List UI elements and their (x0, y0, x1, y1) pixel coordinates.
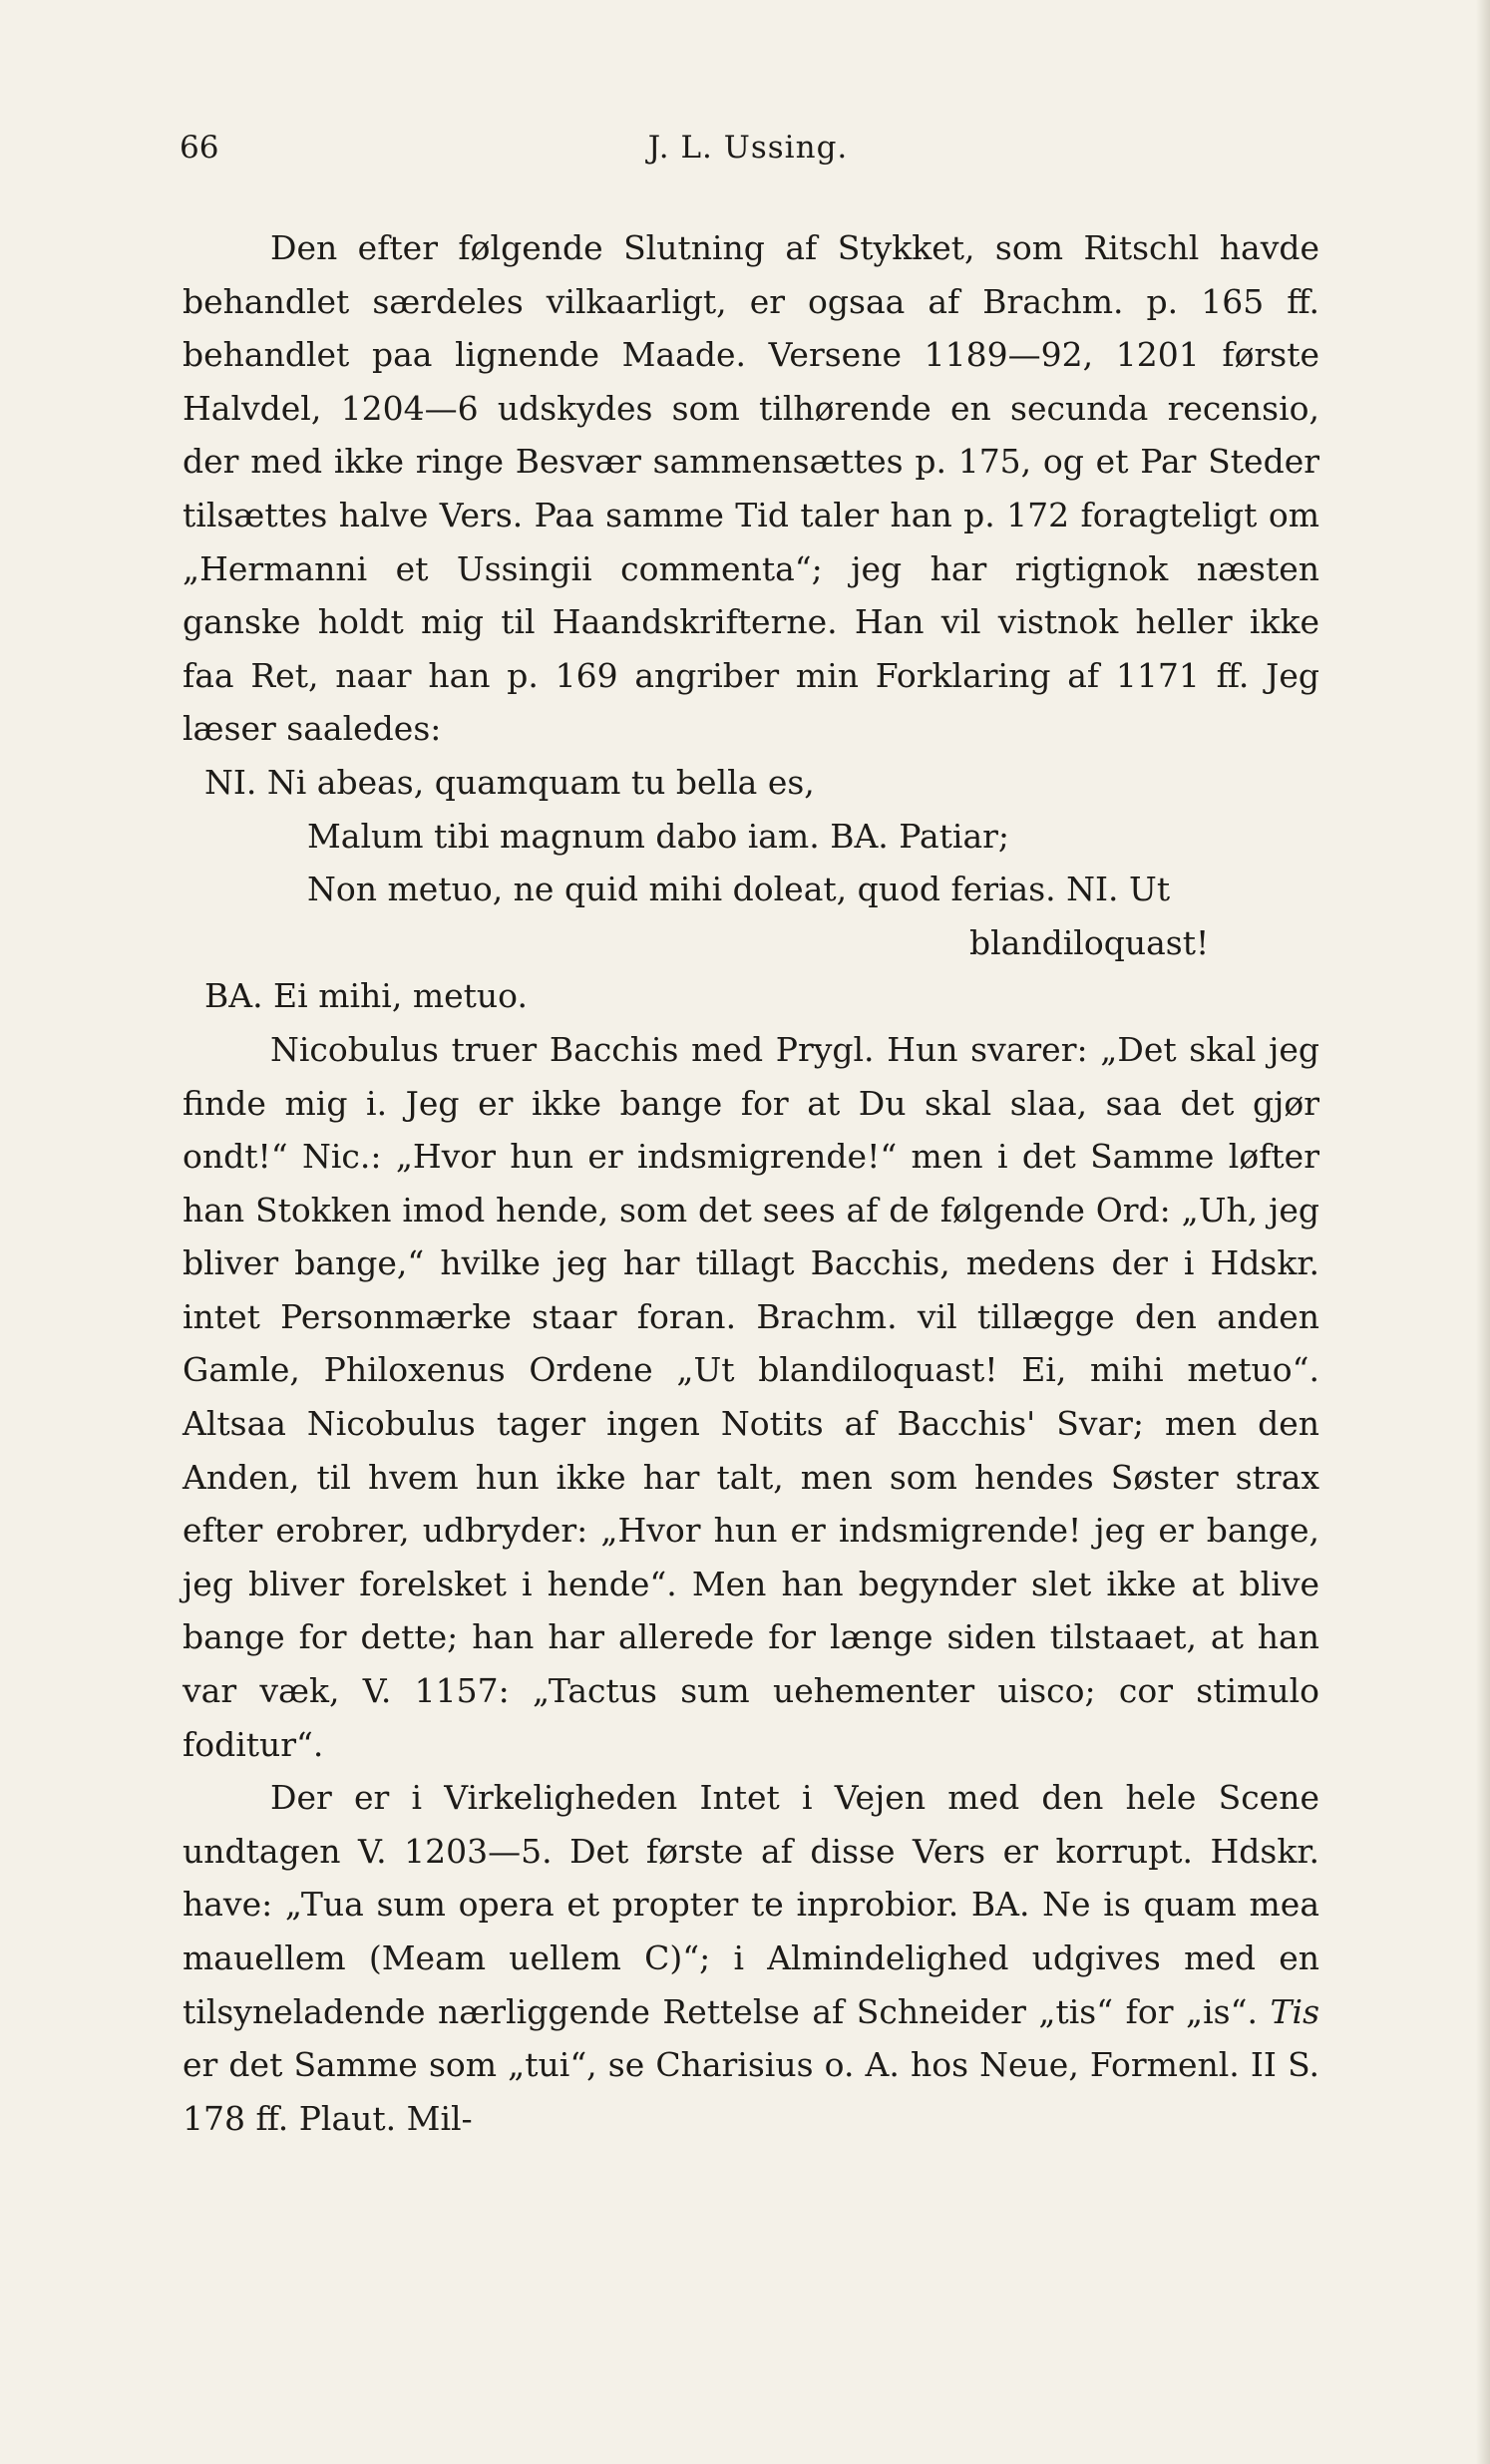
page-body (183, 221, 1319, 2145)
page-header (180, 130, 1316, 179)
paragraph-3-italic: Tis (1270, 1991, 1319, 2031)
paragraph-1: Den efter følgende Slutning af Stykket, som Ritschl havde behandlet særdeles vilkaarligt, er ogsaa af Brachm. p. 165 ff. behandlet paa lignende Maade. Versene 1189—92, 1201 første Halvdel, 1204—6 udskydes som tilhørende en secunda recensio, der med ikke ringe Besvær sammensættes p. 175, og et Par Steder tilsættes halve Vers. Paa samme Tid taler han p. 172 foragteligt om „Hermanni et Ussingii commenta“; jeg har rigtignok næsten ganske holdt mig til Haandskrifterne. Han vil vistnok heller ikke faa Ret, naar han p. 169 angriber min Forklaring af 1171 ff. Jeg læser saaledes: (183, 228, 1319, 749)
paragraph-3-text-a: Der er i Virkeligheden Intet i Vejen med den hele Scene undtagen V. 1203—5. Det første af disse Vers er korrupt. Hdskr. have: „Tua sum opera et propter te inprobior. BA. Ne is quam mea mauellem (Meam uellem C)“; i Almindelighed udgives med en tilsyneladende nærliggende Rettelse af Schneider „tis“ for „is“. (183, 1778, 1319, 2031)
verse-line-3-continued: blandiloquast! (969, 922, 1210, 962)
page-number: 66 (180, 130, 219, 166)
paragraph-3 (183, 1771, 1319, 2145)
verse-line-1: NI. Ni abeas, quamquam tu bella es, (204, 762, 815, 802)
paragraph-3-text-b: er det Samme som „tui“, se Charisius o. A. hos Neue, Formenl. II S. 178 ff. Plaut. Mil- (183, 2045, 1319, 2138)
verse-line-3: Non metuo, ne quid mihi doleat, quod ferias. NI. Ut (307, 870, 1171, 909)
verse-line-2: Malum tibi magnum dabo iam. BA. Patiar; (307, 816, 1010, 856)
running-title: J. L. Ussing. (647, 130, 849, 166)
verse-line-4: BA. Ei mihi, metuo. (204, 976, 528, 1016)
paragraph-2: Nicobulus truer Bacchis med Prygl. Hun svarer: „Det skal jeg finde mig i. Jeg er ikke bange for at Du skal slaa, saa det gjør ondt!“ Nic.: „Hvor hun er indsmigrende!“ men i det Samme løfter han Stokken imod hende, som det sees af de følgende Ord: „Uh, jeg bliver bange,“ hvilke jeg har tillagt Bacchis, medens der i Hdskr. intet Personmærke staar foran. Brachm. vil tillægge den anden Gamle, Philoxenus Ordene „Ut blandiloquast! Ei, mihi metuo“. Altsaa Nicobulus tager ingen Notits af Bacchis' Svar; men den Anden, til hvem hun ikke har talt, men som hendes Søster strax efter erobrer, udbryder: „Hvor hun er indsmigrende! jeg er bange, jeg bliver forelsket i hende“. Men han begynder slet ikke at blive bange for dette; han har allerede for længe siden tilstaaet, at han var væk, V. 1157: „Tactus sum uehementer uisco; cor stimulo foditur“. (183, 1029, 1319, 1764)
page-edge-shadow (1476, 0, 1490, 2464)
